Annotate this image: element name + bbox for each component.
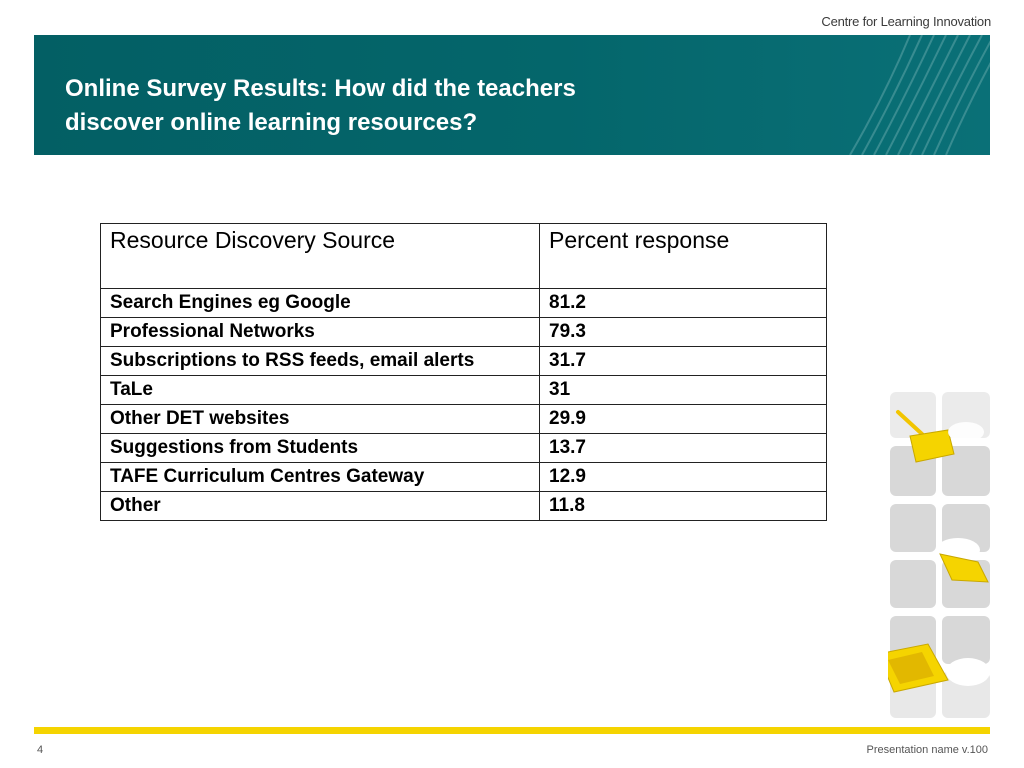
org-name: Centre for Learning Innovation — [821, 14, 991, 29]
column-header-percent: Percent response — [540, 224, 827, 289]
cell-source: TaLe — [101, 376, 540, 405]
survey-results-table — [100, 223, 827, 521]
slide-title-line-1: Online Survey Results: How did the teachers — [65, 75, 576, 102]
table-row — [101, 347, 827, 376]
table-row — [101, 434, 827, 463]
cell-source: Other — [101, 492, 540, 521]
cell-source: Suggestions from Students — [101, 434, 540, 463]
cell-source: Subscriptions to RSS feeds, email alerts — [101, 347, 540, 376]
decorative-tiles-illustration — [888, 392, 992, 722]
cell-source: Professional Networks — [101, 318, 540, 347]
footer-accent-bar — [34, 727, 990, 734]
page-number: 4 — [37, 744, 44, 756]
banner-stripes-decoration — [790, 35, 990, 155]
column-header-source: Resource Discovery Source — [101, 224, 540, 289]
cell-source: Search Engines eg Google — [101, 289, 540, 318]
cell-percent: 12.9 — [540, 463, 827, 492]
cell-percent: 79.3 — [540, 318, 827, 347]
table-row — [101, 376, 827, 405]
cell-percent: 31 — [540, 376, 827, 405]
cell-source: Other DET websites — [101, 405, 540, 434]
cell-percent: 11.8 — [540, 492, 827, 521]
table-row — [101, 492, 827, 521]
cell-source: TAFE Curriculum Centres Gateway — [101, 463, 540, 492]
table-row — [101, 405, 827, 434]
presentation-name: Presentation name v.100 — [866, 744, 988, 756]
cell-percent: 31.7 — [540, 347, 827, 376]
table-row — [101, 318, 827, 347]
slide-title — [65, 72, 705, 140]
slide-title-line-2: discover online learning resources? — [65, 109, 478, 136]
table-row — [101, 289, 827, 318]
cell-percent: 29.9 — [540, 405, 827, 434]
cell-percent: 13.7 — [540, 434, 827, 463]
header-banner — [34, 35, 990, 155]
table-row — [101, 463, 827, 492]
cell-percent: 81.2 — [540, 289, 827, 318]
table-header-row — [101, 224, 827, 289]
